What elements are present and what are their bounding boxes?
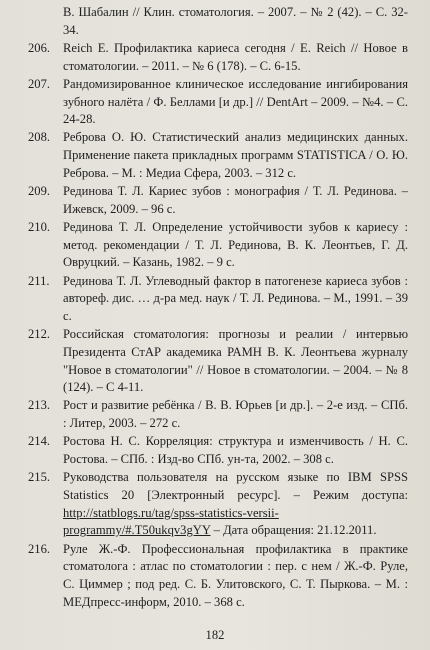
reference-entry — [28, 433, 408, 468]
url-link[interactable]: http://statblogs.ru/tag/spss-statistics-versii-programmy/#.T50ukqv3gYY — [63, 505, 279, 538]
reference-number: 214. — [28, 434, 51, 449]
reference-text: Рединова Т. Л. Углеводный фактор в патогенезе кариеса зубов : автореф. дис. … д-ра мед. наук / Т. Л. Рединова. – М., 1991. – 39 с. — [63, 273, 408, 323]
reference-entry — [28, 541, 408, 612]
reference-text: В. Шабалин // Клин. стоматология. – 2007. – № 2 (42). – С. 32-34. — [63, 5, 408, 37]
reference-text: Ростова Н. С. Корреляция: структура и изменчивость / Н. С. Ростова. – СПб. : Изд-во СПб. ун-та, 2002. – 308 с. — [63, 434, 408, 467]
page-number: 182 — [205, 628, 225, 642]
reference-entry — [28, 219, 408, 272]
reference-number: 209. — [28, 184, 51, 199]
reference-entry — [28, 129, 408, 182]
reference-entry — [28, 40, 408, 75]
reference-text: Реброва О. Ю. Статистический анализ медицинских данных. Применение пакета прикладных программ STATISTICA / О. Ю. Реброва. – М. : Медиа Сфера, 2003. – 312 с. — [63, 130, 408, 180]
reference-number: 212. — [28, 327, 51, 342]
reference-entry — [28, 397, 408, 432]
reference-entry — [28, 273, 408, 326]
reference-entry — [28, 326, 408, 397]
reference-text: Российская стоматология: прогнозы и реалии / интервью Президента СтАР академика РАМН В. К. Леонтьева журналу "Новое в стоматологии" // Новое в стоматологии. – 2004. – № 8 (124). – С 4-11. — [63, 327, 408, 395]
reference-number: 206. — [28, 40, 51, 55]
reference-text: Рост и развитие ребёнка / В. В. Юрьев [и др.]. – 2-е изд. – СПб. : Литер, 2003. – 272 с. — [63, 398, 408, 431]
reference-number: 213. — [28, 398, 51, 413]
reference-number: 215. — [28, 470, 51, 485]
reference-number: 210. — [28, 219, 51, 234]
reference-text: Рандомизированное клиническое исследование ингибирования зубного налёта / Ф. Беллами [и др.] // DentArt – 2009. – №4. – С. 24-28. — [63, 76, 408, 127]
reference-text-with-link — [63, 469, 408, 540]
reference-text: Руководства пользователя на русском языке по IBM SPSS Statistics 20 [Электронный ресурс]. – Режим доступа: — [63, 470, 408, 502]
reference-entry — [28, 183, 408, 218]
reference-text: Руле Ж.-Ф. Профессиональная профилактика в практике стоматолога : атлас по стоматологии : пер. с нем / Ж.-Ф. Руле, С. Циммер ; под ред. С. Б. Улитовского, С. Т. Пыркова. – М. : МЕДпресс-информ, 2010. – 368 с. — [63, 541, 408, 609]
reference-entry-continued — [28, 4, 408, 39]
reference-entry — [28, 469, 408, 540]
reference-number: 211. — [28, 273, 50, 288]
reference-access-date: – Дата обращения: 21.12.2011. — [210, 523, 377, 538]
reference-text: Рединова Т. Л. Определение устойчивости зубов к кариесу : метод. рекомендации / Т. Л. Рединова, В. К. Леонтьев, Г. Д. Овруцкий. – Казань, 1982. – 9 с. — [63, 219, 408, 270]
reference-number: 207. — [28, 76, 51, 91]
reference-number: 216. — [28, 541, 51, 556]
reference-text: Рединова Т. Л. Кариес зубов : монография / Т. Л. Рединова. – Ижевск, 2009. – 96 с. — [63, 184, 408, 216]
reference-entry — [28, 76, 408, 129]
reference-text: Reich E. Профилактика кариеса сегодня / E. Reich // Новое в стоматологии. – 2011. – № 6 (178). – С. 6-15. — [63, 40, 408, 73]
reference-number: 208. — [28, 130, 51, 145]
